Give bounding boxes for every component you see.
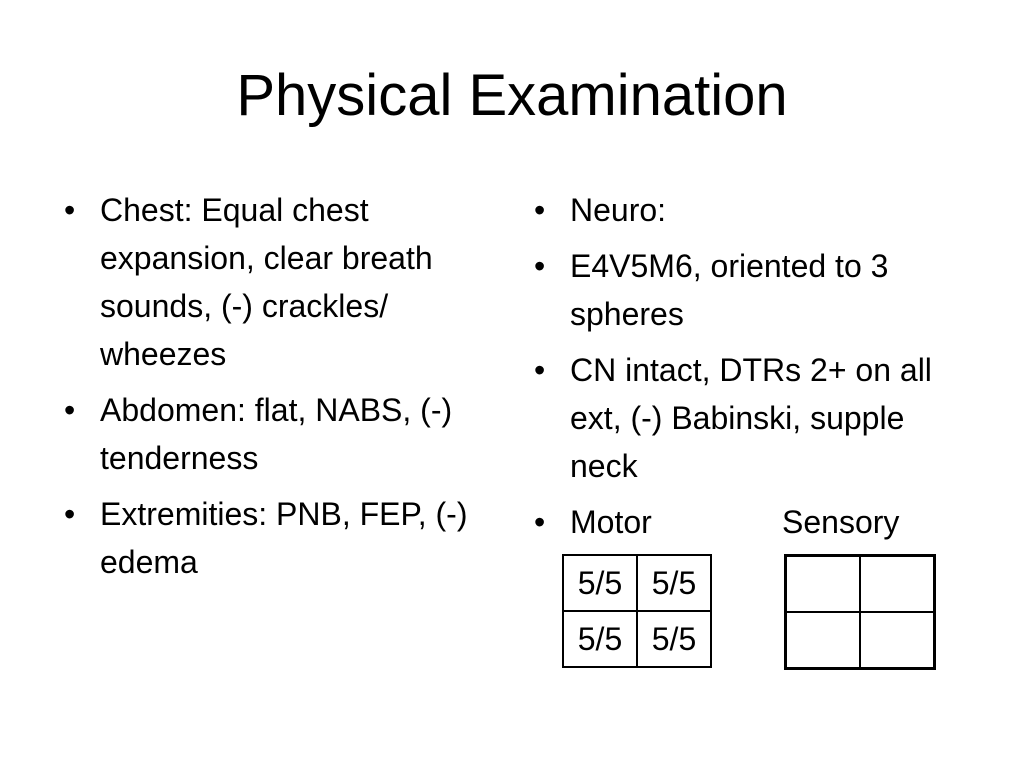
bullet-text: CN intact, DTRs 2+ on all ext, (-) Babinski, supple neck <box>570 352 932 484</box>
bullet-marker: • <box>64 192 76 228</box>
bullet-marker: • <box>534 192 546 228</box>
left-column <box>60 186 500 594</box>
bullet-text: Neuro: <box>570 192 667 228</box>
bullet-cranial-nerves <box>530 346 970 490</box>
sensory-grid-row <box>786 556 935 613</box>
right-column <box>530 186 970 554</box>
motor-grid-row <box>563 555 711 611</box>
bullet-gcs <box>530 242 970 338</box>
sensory-cell <box>860 556 935 613</box>
bullet-marker: • <box>64 496 76 532</box>
bullet-marker: • <box>534 248 546 284</box>
motor-cell: 5/5 <box>563 611 637 667</box>
bullet-abdomen <box>60 386 500 482</box>
bullet-marker: • <box>534 504 546 540</box>
motor-grid-row <box>563 611 711 667</box>
bullet-text: Extremities: PNB, FEP, (-) edema <box>100 496 468 580</box>
bullet-motor-sensory <box>530 498 970 546</box>
bullet-marker: • <box>64 392 76 428</box>
sensory-grid-row <box>786 612 935 669</box>
bullet-extremities <box>60 490 500 586</box>
bullet-chest <box>60 186 500 378</box>
bullet-neuro <box>530 186 970 234</box>
bullet-text: Abdomen: flat, NABS, (-) tenderness <box>100 392 453 476</box>
motor-label: Motor <box>570 504 652 540</box>
right-bullet-list <box>530 186 970 546</box>
bullet-text: Chest: Equal chest expansion, clear breath sounds, (-) crackles/ wheezes <box>100 192 433 372</box>
bullet-marker: • <box>534 352 546 388</box>
slide-title: Physical Examination <box>236 63 788 128</box>
sensory-cell <box>786 612 861 669</box>
motor-cell: 5/5 <box>637 555 711 611</box>
sensory-cell <box>860 612 935 669</box>
sensory-grid <box>784 554 936 670</box>
left-bullet-list <box>60 186 500 586</box>
motor-cell: 5/5 <box>637 611 711 667</box>
motor-grid <box>562 554 712 668</box>
bullet-text: E4V5M6, oriented to 3 spheres <box>570 248 889 332</box>
sensory-cell <box>786 556 861 613</box>
sensory-label: Sensory <box>782 504 900 540</box>
motor-cell: 5/5 <box>563 555 637 611</box>
motor-sensory-labels <box>570 498 970 546</box>
